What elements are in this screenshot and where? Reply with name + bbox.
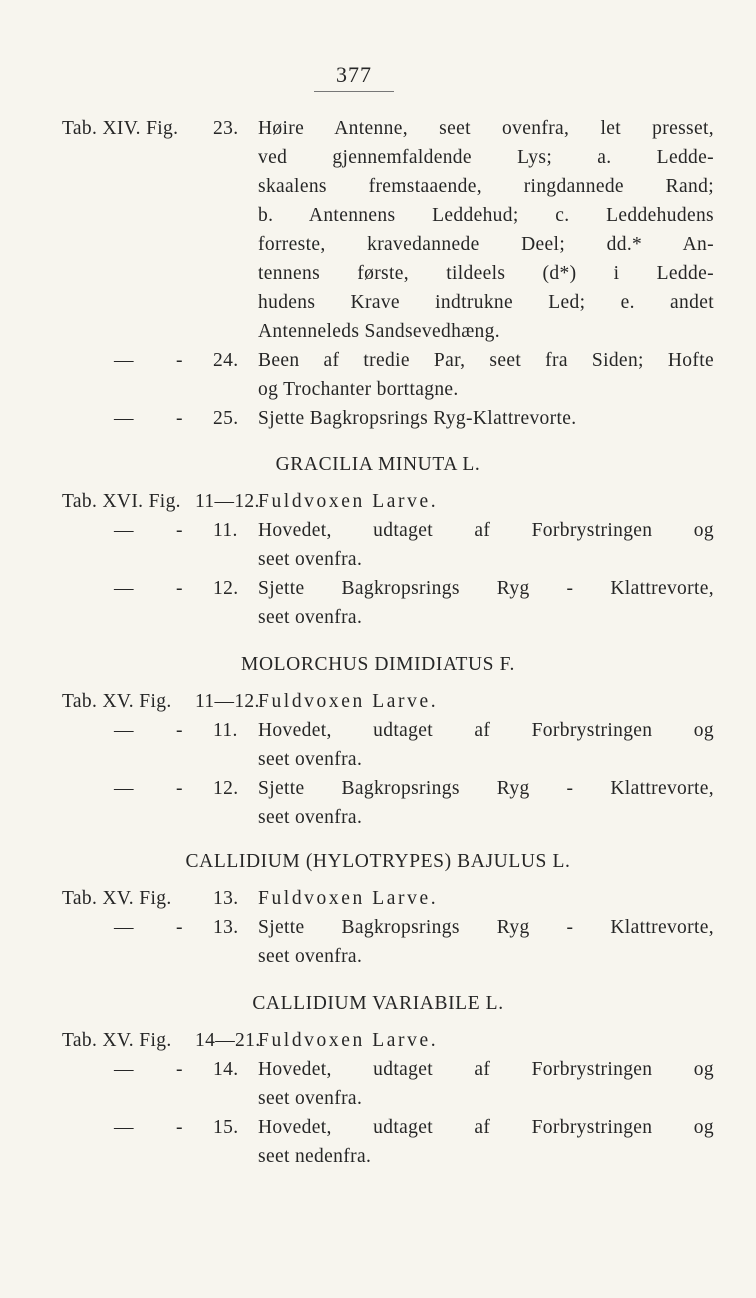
page-number: 377 — [336, 62, 372, 87]
figure-number: 15. — [213, 1117, 239, 1138]
ditto-dash: — — [114, 350, 134, 371]
caption-line — [62, 803, 722, 832]
figure-number: 11. — [213, 520, 238, 541]
figure-number: 13. — [213, 917, 239, 938]
caption-text: Been af tredie Par, seet fra Siden; Hofte — [258, 350, 714, 371]
ditto-dash: - — [176, 778, 183, 799]
caption-line — [62, 230, 722, 259]
caption-line — [62, 1084, 722, 1113]
caption-text: skaalens fremstaaende, ringdannede Rand; — [258, 176, 714, 197]
figure-number: 12. — [213, 578, 239, 599]
figure-number: 11—12. — [195, 691, 260, 712]
ditto-dash: - — [176, 1059, 183, 1080]
caption-line — [62, 913, 722, 942]
figure-number: 12. — [213, 778, 239, 799]
species-heading: GRACILIA MINUTA L. — [275, 454, 481, 475]
caption-text: tennens første, tildeels (d*) i Ledde- — [258, 263, 714, 284]
ditto-dash: — — [114, 520, 134, 541]
ditto-dash: - — [176, 917, 183, 938]
caption-line — [62, 516, 722, 545]
caption-line — [62, 346, 722, 375]
caption-line — [62, 942, 722, 971]
figure-number: 25. — [213, 408, 239, 429]
caption-text: Sjette Bagkropsrings Ryg - Klattrevorte, — [258, 917, 714, 938]
caption-line — [62, 745, 722, 774]
caption-line — [62, 114, 722, 143]
caption-text: seet ovenfra. — [258, 607, 363, 628]
caption-line — [62, 687, 722, 716]
caption-line — [62, 259, 722, 288]
caption-text: Fuldvoxen Larve. — [258, 691, 439, 712]
caption-text: Hovedet, udtaget af Forbrystringen og — [258, 1117, 714, 1138]
caption-text: ved gjennemfaldende Lys; a. Ledde- — [258, 147, 714, 168]
caption-line — [62, 143, 722, 172]
species-heading: MOLORCHUS DIMIDIATUS F. — [241, 654, 515, 675]
figure-number: 11—12. — [195, 491, 260, 512]
plate-label: Tab. XV. Fig. — [62, 691, 172, 712]
ditto-dash: — — [114, 917, 134, 938]
caption-text: seet nedenfra. — [258, 1146, 372, 1167]
caption-text: Antenneleds Sandsevedhæng. — [258, 321, 500, 342]
caption-text: Fuldvoxen Larve. — [258, 888, 439, 909]
ditto-dash: - — [176, 1117, 183, 1138]
caption-line — [62, 317, 722, 346]
caption-text: Sjette Bagkropsrings Ryg - Klattrevorte, — [258, 578, 714, 599]
figure-number: 23. — [213, 118, 239, 139]
page-number-rule — [314, 91, 394, 92]
figure-number: 11. — [213, 720, 238, 741]
caption-line — [62, 375, 722, 404]
species-heading: CALLIDIUM VARIABILE L. — [252, 993, 504, 1014]
ditto-dash: - — [176, 520, 183, 541]
caption-text: Høire Antenne, seet ovenfra, let presset, — [258, 118, 714, 139]
ditto-dash: - — [176, 720, 183, 741]
caption-text: og Trochanter borttagne. — [258, 379, 459, 400]
caption-text: Hovedet, udtaget af Forbrystringen og — [258, 720, 714, 741]
caption-text: seet ovenfra. — [258, 946, 363, 967]
plate-label: Tab. XV. Fig. — [62, 1030, 172, 1051]
caption-text: Hovedet, udtaget af Forbrystringen og — [258, 520, 714, 541]
plate-label: Tab. XIV. Fig. — [62, 118, 179, 139]
caption-line — [62, 716, 722, 745]
caption-text: Sjette Bagkropsrings Ryg-Klattrevorte. — [258, 408, 577, 429]
caption-text: Hovedet, udtaget af Forbrystringen og — [258, 1059, 714, 1080]
ditto-dash: — — [114, 578, 134, 599]
caption-line — [62, 574, 722, 603]
caption-text: seet ovenfra. — [258, 549, 363, 570]
caption-text: seet ovenfra. — [258, 1088, 363, 1109]
ditto-dash: — — [114, 408, 134, 429]
ditto-dash: - — [176, 578, 183, 599]
caption-line — [62, 603, 722, 632]
caption-line — [62, 1055, 722, 1084]
species-heading: CALLIDIUM (HYLOTRYPES) BAJULUS L. — [185, 851, 571, 872]
ditto-dash: — — [114, 1059, 134, 1080]
caption-text: seet ovenfra. — [258, 807, 363, 828]
caption-line — [62, 487, 722, 516]
caption-line — [62, 172, 722, 201]
caption-line — [62, 201, 722, 230]
caption-text: Fuldvoxen Larve. — [258, 1030, 439, 1051]
figure-number: 13. — [213, 888, 239, 909]
caption-text: Sjette Bagkropsrings Ryg - Klattrevorte, — [258, 778, 714, 799]
caption-line — [62, 404, 722, 433]
caption-line — [62, 288, 722, 317]
caption-line — [62, 1113, 722, 1142]
caption-line — [62, 545, 722, 574]
ditto-dash: - — [176, 408, 183, 429]
caption-text: seet ovenfra. — [258, 749, 363, 770]
ditto-dash: - — [176, 350, 183, 371]
caption-line — [62, 1142, 722, 1171]
ditto-dash: — — [114, 1117, 134, 1138]
figure-number: 14. — [213, 1059, 239, 1080]
ditto-dash: — — [114, 778, 134, 799]
plate-label: Tab. XV. Fig. — [62, 888, 172, 909]
caption-line — [62, 1026, 722, 1055]
caption-line — [62, 884, 722, 913]
caption-text: hudens Krave indtrukne Led; e. andet — [258, 292, 714, 313]
figure-number: 14—21. — [195, 1030, 261, 1051]
plate-label: Tab. XVI. Fig. — [62, 491, 181, 512]
caption-text: b. Antennens Leddehud; c. Leddehudens — [258, 205, 714, 226]
caption-text: Fuldvoxen Larve. — [258, 491, 439, 512]
ditto-dash: — — [114, 720, 134, 741]
figure-number: 24. — [213, 350, 239, 371]
caption-text: forreste, kravedannede Deel; dd.* An- — [258, 234, 714, 255]
caption-line — [62, 774, 722, 803]
